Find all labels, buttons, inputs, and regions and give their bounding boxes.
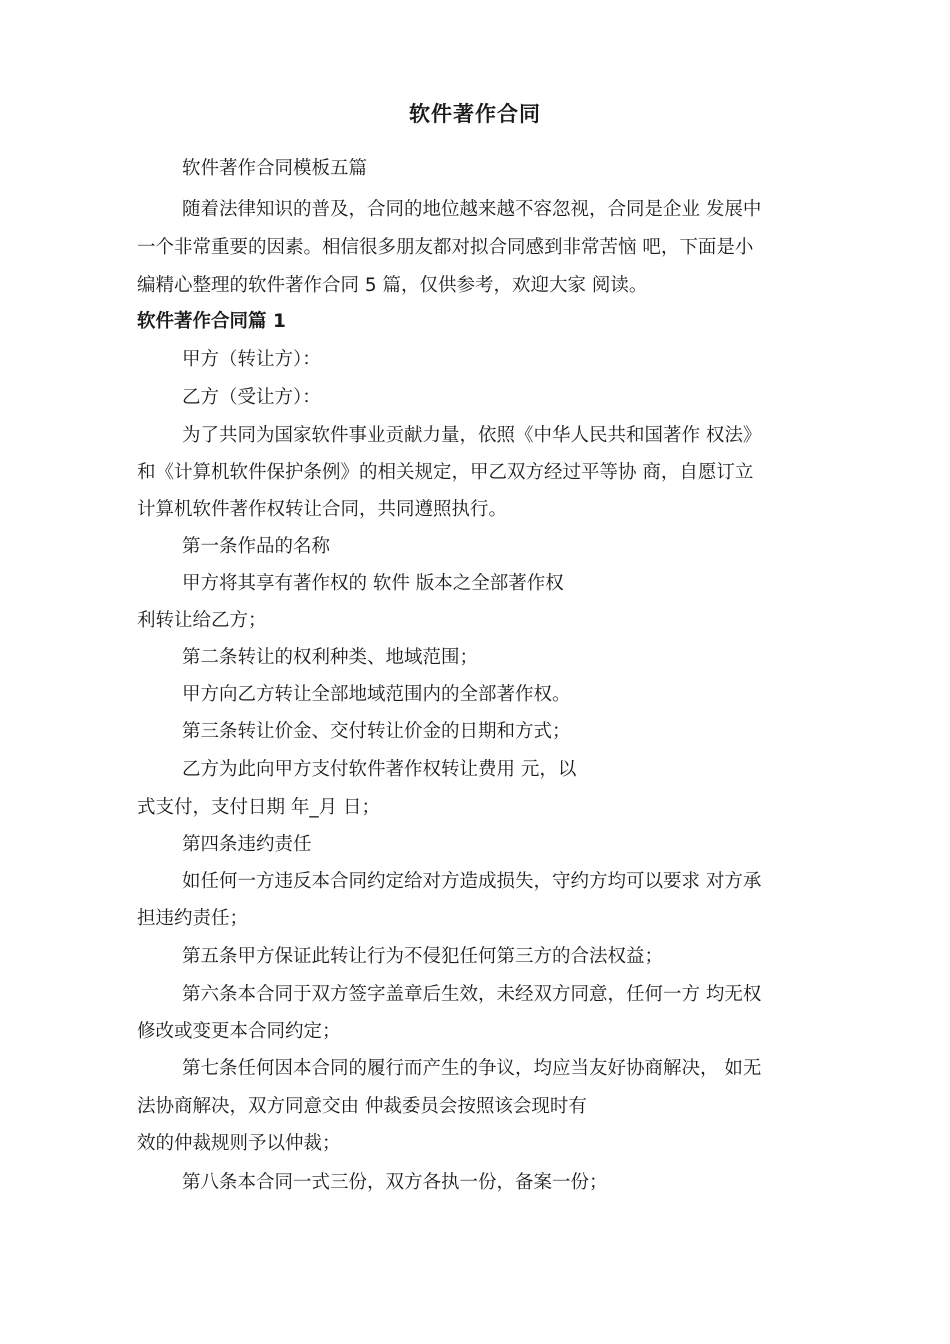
paragraph-line: 乙方（受让方）： xyxy=(182,387,321,408)
paragraph-line: 编精心整理的软件著作合同 5 篇，仅供参考，欢迎大家 阅读。 xyxy=(137,275,648,296)
paragraph-line: 一个非常重要的因素。相信很多朋友都对拟合同感到非常苦恼 吧，下面是小 xyxy=(137,237,754,258)
paragraph-line: 效的仲裁规则予以仲裁； xyxy=(137,1133,341,1154)
paragraph-line: 第七条任何因本合同的履行而产生的争议，均应当友好协商解决， 如无 xyxy=(182,1058,762,1079)
paragraph-line: 和《计算机软件保护条例》的相关规定，甲乙双方经过平等协 商，自愿订立 xyxy=(137,462,754,483)
paragraph-line: 第六条本合同于双方签字盖章后生效，未经双方同意，任何一方 均无权 xyxy=(182,984,762,1005)
paragraph-line: 法协商解决，双方同意交由 仲裁委员会按照该会现时有 xyxy=(137,1096,587,1117)
paragraph-line: 如任何一方违反本合同约定给对方造成损失，守约方均可以要求 对方承 xyxy=(182,871,762,892)
paragraph-line: 甲方向乙方转让全部地域范围内的全部著作权。 xyxy=(182,684,571,705)
paragraph-line: 式支付，支付日期 年_月 日； xyxy=(137,797,381,818)
paragraph-line: 第五条甲方保证此转让行为不侵犯任何第三方的合法权益； xyxy=(182,946,664,967)
paragraph-line: 计算机软件著作权转让合同，共同遵照执行。 xyxy=(137,499,508,520)
paragraph-line: 利转让给乙方； xyxy=(137,610,267,631)
paragraph-line: 担违约责任； xyxy=(137,908,249,929)
paragraph-line: 甲方（转让方）： xyxy=(182,349,321,370)
paragraph-line: 第八条本合同一式三份，双方各执一份，备案一份； xyxy=(182,1172,608,1193)
paragraph-line: 为了共同为国家软件事业贡献力量，依照《中华人民共和国著作 权法》 xyxy=(182,425,762,446)
paragraph-line: 第二条转让的权利种类、地域范围； xyxy=(182,647,479,668)
paragraph-line: 第一条作品的名称 xyxy=(182,536,331,557)
paragraph-line: 软件著作合同模板五篇 xyxy=(182,158,368,179)
paragraph-line: 第三条转让价金、交付转让价金的日期和方式； xyxy=(182,721,571,742)
paragraph-line: 甲方将其享有著作权的 软件 版本之全部著作权 xyxy=(182,573,564,594)
paragraph-line: 修改或变更本合同约定； xyxy=(137,1021,341,1042)
document-title: 软件著作合同 xyxy=(409,102,541,126)
paragraph-line: 第四条违约责任 xyxy=(182,834,312,855)
paragraph-line: 乙方为此向甲方支付软件著作权转让费用 元，以 xyxy=(182,759,577,780)
paragraph-line: 随着法律知识的普及，合同的地位越来越不容忽视，合同是企业 发展中 xyxy=(182,199,762,220)
section-heading: 软件著作合同篇 1 xyxy=(137,311,286,332)
